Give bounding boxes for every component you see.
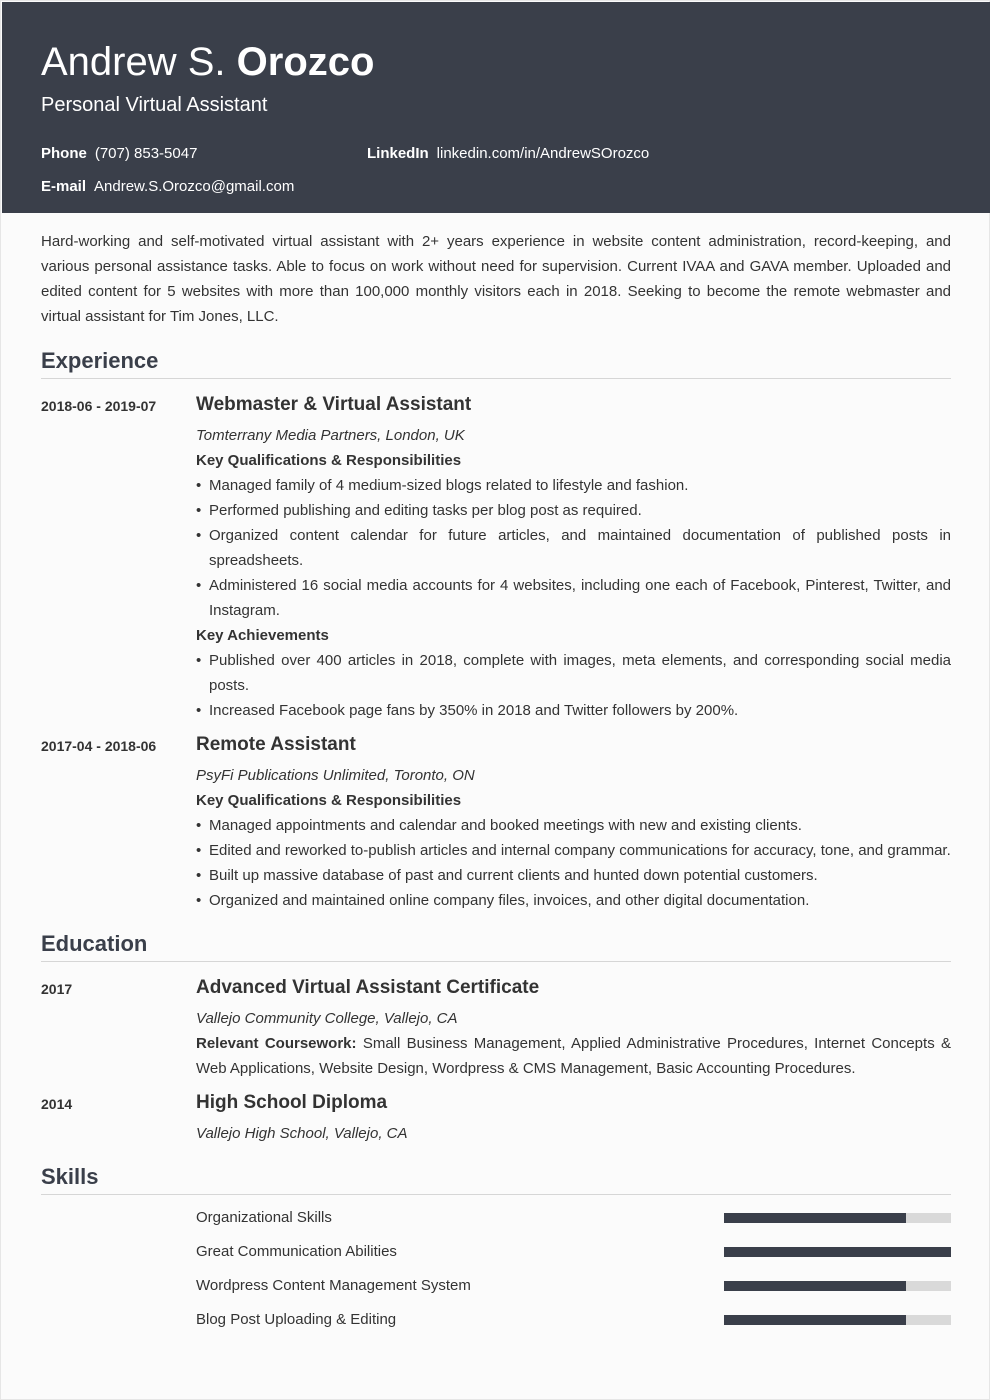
job-1-ach-heading: Key Achievements (196, 627, 329, 644)
job-2-resp-list (196, 813, 951, 913)
list-item: • Edited and reworked to-publish articles and internal company communications for accuracy, tone, and grammar. (196, 838, 951, 863)
summary-text: Hard-working and self-motivated virtual assistant with 2+ years experience in website content administration, record-keeping, and various personal assistance tasks. Able to focus on work without need for supervision. Current IVAA and GAVA member. Uploaded and edited content for 5 websites with more than 100,000 monthly visitors each in 2018. Seeking to become the remote webmaster and virtual assistant for Tim Jones, LLC. (41, 233, 951, 325)
edu-2-year: 2014 (41, 1096, 73, 1112)
list-item: • Published over 400 articles in 2018, complete with images, meta elements, and corresponding social media posts. (196, 648, 951, 698)
linkedin-link[interactable]: linkedin.com/in/AndrewSOrozco (436, 145, 650, 162)
candidate-title: Personal Virtual Assistant (41, 94, 268, 116)
edu-1-school: Vallejo Community College, Vallejo, CA (196, 1010, 458, 1027)
phone-value: (707) 853-5047 (94, 145, 198, 162)
first-name: Andrew S. (41, 40, 226, 84)
job-1-role: Webmaster & Virtual Assistant (196, 394, 472, 415)
job-1-resp-heading: Key Qualifications & Responsibilities (196, 452, 462, 469)
job-2 (196, 733, 951, 913)
list-item: • Built up massive database of past and current clients and hunted down potential customers. (196, 863, 951, 888)
skill-3-fill (724, 1281, 906, 1291)
job-1-resp-list (196, 473, 951, 623)
experience-divider (41, 378, 951, 379)
skills-divider (41, 1194, 951, 1195)
last-name: Orozco (236, 40, 375, 84)
list-item: • Managed appointments and calendar and booked meetings with new and existing clients. (196, 813, 951, 838)
resume-header (2, 2, 990, 213)
skill-4-fill (724, 1315, 906, 1325)
education-heading: Education (41, 931, 148, 956)
list-item: • Managed family of 4 medium-sized blogs related to lifestyle and fashion. (196, 473, 951, 498)
job-2-dates: 2017-04 - 2018-06 (41, 738, 157, 754)
job-1-dates: 2018-06 - 2019-07 (41, 398, 157, 414)
skill-2-name: Great Communication Abilities (196, 1243, 397, 1260)
skills-heading: Skills (41, 1164, 99, 1189)
job-2-role: Remote Assistant (196, 734, 356, 755)
email-label: E-mail (41, 178, 87, 195)
skill-4-name: Blog Post Uploading & Editing (196, 1311, 397, 1328)
edu-1-coursework (196, 1031, 951, 1081)
job-2-company: PsyFi Publications Unlimited, Toronto, ON (196, 767, 475, 784)
skill-2-fill (724, 1247, 951, 1257)
phone-label: Phone (41, 145, 87, 162)
edu-2 (196, 1091, 951, 1146)
coursework-text: Small Business Management, Applied Administrative Procedures, Internet Concepts & Web Applications, Website Design, Wordpress & CMS Management, Basic Accounting Procedures. (196, 1035, 951, 1077)
skill-3-bar (724, 1281, 951, 1291)
education-divider (41, 961, 951, 962)
linkedin-label: LinkedIn (367, 145, 429, 162)
job-1 (196, 393, 951, 723)
list-item: • Organized and maintained online company files, invoices, and other digital documentation. (196, 888, 951, 913)
phone-contact (41, 145, 197, 163)
skill-1-fill (724, 1213, 906, 1223)
candidate-name (41, 40, 374, 84)
edu-1-year: 2017 (41, 981, 73, 997)
skill-2-bar (724, 1247, 951, 1257)
list-item: • Increased Facebook page fans by 350% in 2018 and Twitter followers by 200%. (196, 698, 951, 723)
skill-4-bar (724, 1315, 951, 1325)
experience-heading: Experience (41, 348, 159, 373)
email-link[interactable]: Andrew.S.Orozco@gmail.com (94, 178, 295, 195)
job-2-resp-heading: Key Qualifications & Responsibilities (196, 792, 462, 809)
skill-1-name: Organizational Skills (196, 1209, 332, 1226)
list-item: • Administered 16 social media accounts for 4 websites, including one each of Facebook, Pinterest, Twitter, and Instagram. (196, 573, 951, 623)
job-1-ach-list (196, 648, 951, 723)
list-item: • Performed publishing and editing tasks per blog post as required. (196, 498, 951, 523)
coursework-label: Relevant Coursework: (196, 1035, 357, 1052)
edu-1 (196, 976, 951, 1081)
skill-1-bar (724, 1213, 951, 1223)
job-1-company: Tomterrany Media Partners, London, UK (196, 427, 465, 444)
skill-3-name: Wordpress Content Management System (196, 1277, 471, 1294)
edu-2-school: Vallejo High School, Vallejo, CA (196, 1125, 408, 1142)
linkedin-contact (367, 145, 649, 163)
list-item: • Organized content calendar for future articles, and maintained documentation of published posts in spreadsheets. (196, 523, 951, 573)
edu-2-degree: High School Diploma (196, 1092, 388, 1113)
email-contact (41, 178, 294, 196)
edu-1-degree: Advanced Virtual Assistant Certificate (196, 977, 540, 998)
